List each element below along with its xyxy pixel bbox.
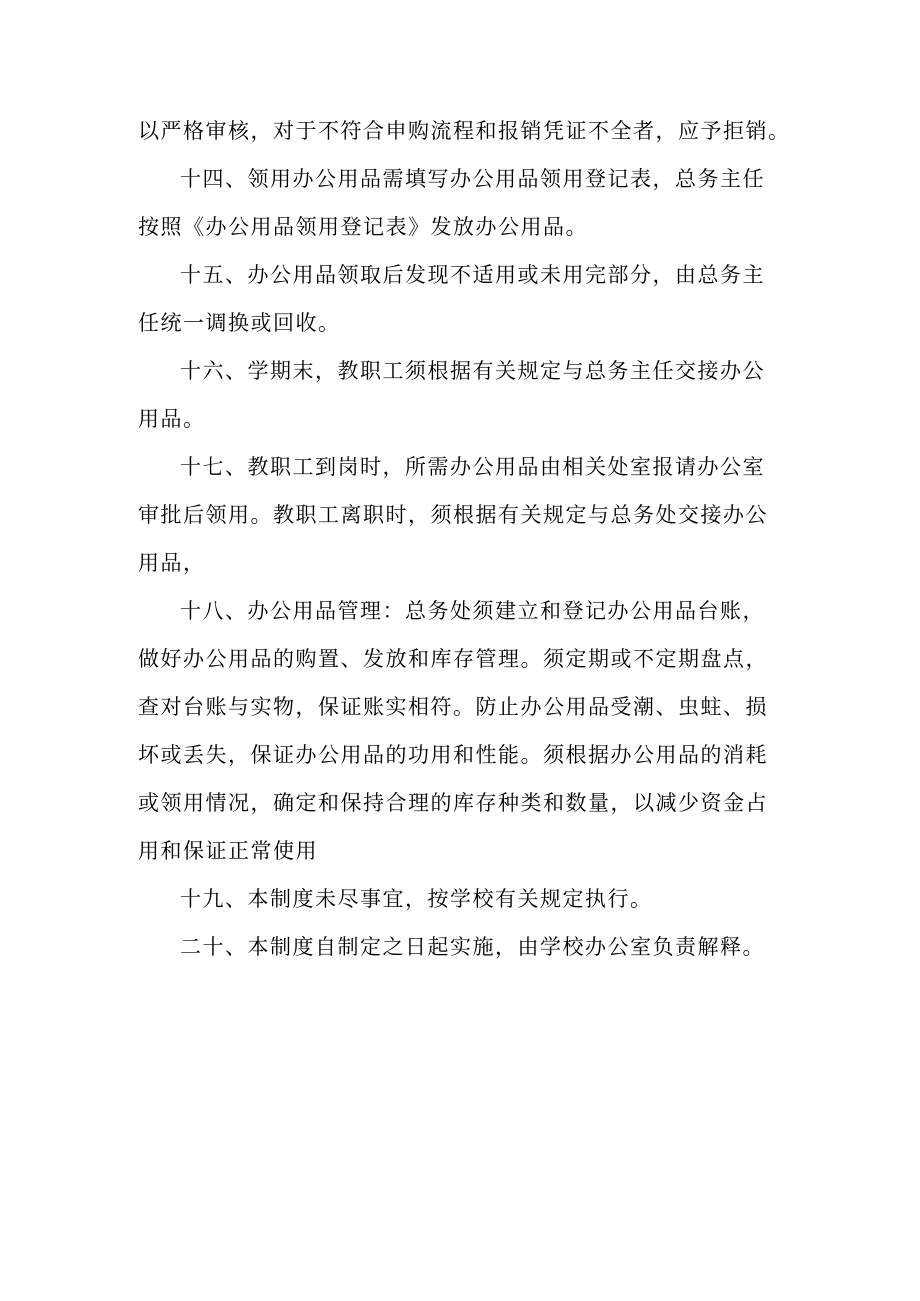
paragraph-19	[138, 875, 788, 923]
paragraph-line: 十七、教职工到岗时，所需办公用品由相关处室报请办公室	[180, 455, 765, 479]
paragraph-line: 审批后领用。教职工离职时，须根据有关规定与总务处交接办公	[138, 503, 768, 527]
paragraph-line: 二十、本制度自制定之日起实施，由学校办公室负责解释。	[180, 935, 765, 959]
paragraph-line: 做好办公用品的购置、发放和库存管理。须定期或不定期盘点，	[138, 647, 768, 671]
paragraph-17	[138, 443, 788, 587]
paragraph-line: 十九、本制度未尽事宜，按学校有关规定执行。	[180, 887, 653, 911]
document-body	[138, 107, 791, 971]
paragraph-line: 用和保证正常使用	[138, 839, 318, 863]
paragraph-20	[138, 923, 788, 971]
paragraph-line: 或领用情况，确定和保持合理的库存种类和数量，以减少资金占	[138, 791, 768, 815]
paragraph-line: 十六、学期末，教职工须根据有关规定与总务主任交接办公	[180, 359, 765, 383]
paragraph-line: 用品。	[138, 407, 206, 431]
paragraph-line: 任统一调换或回收。	[138, 311, 341, 335]
paragraph-15	[138, 251, 788, 347]
paragraph-line: 用品，	[138, 551, 206, 575]
paragraph-16	[138, 347, 788, 443]
paragraph-line: 坏或丢失，保证办公用品的功用和性能。须根据办公用品的消耗	[138, 743, 768, 767]
paragraph-line: 按照《办公用品领用登记表》发放办公用品。	[138, 215, 588, 239]
paragraph-line: 十四、领用办公用品需填写办公用品领用登记表，总务主任	[180, 167, 765, 191]
paragraph-14	[138, 155, 788, 251]
paragraph-line: 十五、办公用品领取后发现不适用或未用完部分，由总务主	[180, 263, 765, 287]
paragraph-line: 以严格审核，对于不符合申购流程和报销凭证不全者，应予拒销。	[138, 119, 791, 143]
paragraph-18	[138, 587, 788, 875]
paragraph-13-tail	[138, 107, 791, 155]
paragraph-line: 查对台账与实物，保证账实相符。防止办公用品受潮、虫蛀、损	[138, 695, 768, 719]
paragraph-line: 十八、办公用品管理：总务处须建立和登记办公用品台账，	[180, 599, 765, 623]
